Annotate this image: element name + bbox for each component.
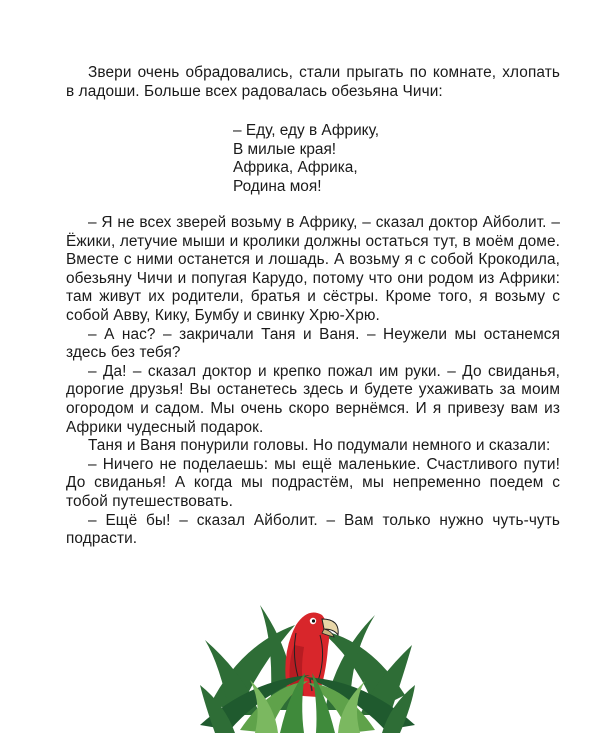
poem-line: – Еду, еду в Африку, bbox=[233, 122, 380, 139]
intro-paragraph: Звери очень обрадовались, стали прыгать по комнате, хлопать в ладоши. Больше всех радовалась обезьяна Чичи: bbox=[66, 64, 560, 100]
poem-line: В милые края! bbox=[233, 140, 337, 158]
dialog-paragraph: – Да! – сказал доктор и крепко пожал им руки. – До свиданья, дорогие друзья! Вы останетесь здесь и будете ухаживать за моим огородом и садом. Мы очень скоро вернёмся. И я привезу вам из Африки чудесный подарок. bbox=[66, 362, 560, 436]
dialog-paragraph: – Ещё бы! – сказал Айболит. – Вам только нужно чуть-чуть подрасти. bbox=[66, 511, 560, 548]
poem-line: Родина моя! bbox=[233, 177, 322, 195]
dialog-paragraph: – Я не всех зверей возьму в Африку, – сказал доктор Айболит. – Ёжики, летучие мыши и кролики должны остаться тут, в моём доме. Вместе с ними останется и лошадь. А возьму я с собой Крокодила, обезьяну Чичи и попугая Карудо, потому что они родом из Африки: там живут их родители, братья и сёстры. Кроме того, я возьму с собой Авву, Кику, Бумбу и свинку Хрю-Хрю. bbox=[66, 214, 560, 324]
dialog-paragraph: Таня и Ваня понурили головы. Но подумали немного и сказали: bbox=[88, 437, 551, 455]
poem-line: Африка, Африка, bbox=[233, 159, 358, 177]
dialog-section bbox=[66, 214, 560, 549]
dialog-paragraph: – Ничего не поделаешь: мы ещё маленькие. Счастливого пути! До свиданья! А когда мы подрастём, мы непременно поедем с тобой путешествовать. bbox=[66, 455, 560, 510]
parrot-in-grass-illustration bbox=[200, 585, 415, 735]
dialog-paragraph: – А нас? – закричали Таня и Ваня. – Неужели мы останемся здесь без тебя? bbox=[66, 325, 560, 362]
poem-stanza bbox=[233, 122, 379, 196]
intro-section bbox=[66, 64, 560, 101]
